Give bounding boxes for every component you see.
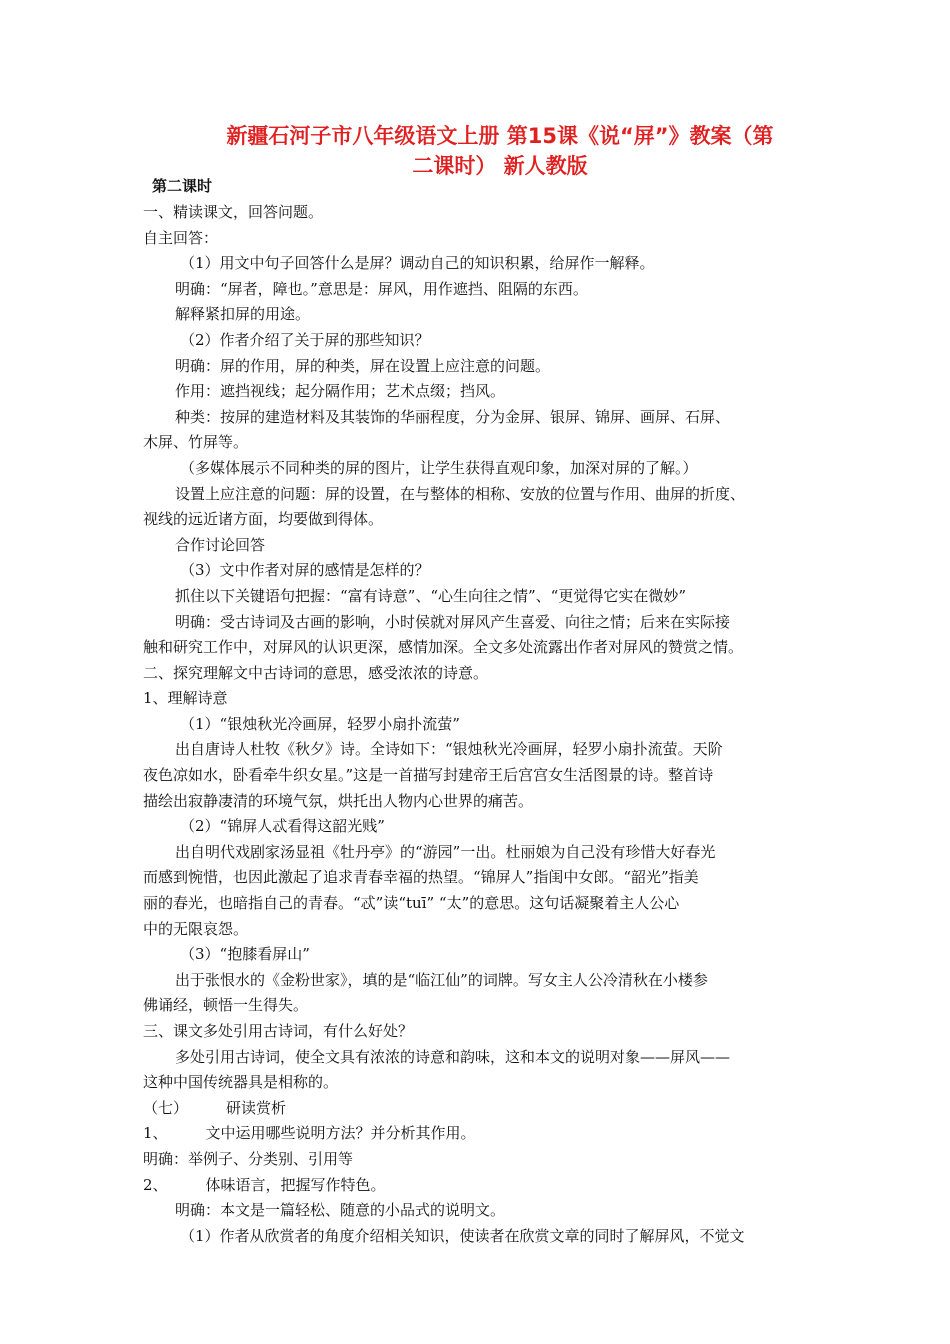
- text-line-main: 明确：受古诗词及古画的影响，小时侯就对屏风产生喜爱、向往之情；后来在实际接: [175, 612, 731, 631]
- text-line-tail: 研读赏析: [226, 1098, 287, 1117]
- text-line-main: 视线的远近诸方面，均要做到得体。: [143, 510, 384, 529]
- text-line-main: 出自明代戏剧家汤显祖《牡丹亭》的“游园”一出。杜丽娘为自己没有珍惜大好春光: [175, 842, 716, 861]
- text-line-main: 三、课文多处引用古诗词，有什么好处？: [143, 1022, 414, 1040]
- text-line-main: 明确：举例子、分类别、引用等: [143, 1149, 354, 1168]
- text-line: [143, 354, 809, 380]
- text-line-main: 夜色凉如水，卧看牵牛织女星。”这是一首描写封建帝王后宫宫女生活图景的诗。整首诗: [143, 766, 714, 785]
- text-line-main: （多媒体展示不同种类的屏的图片，让学生获得直观印象，加深对屏的了解。）: [180, 458, 698, 477]
- text-line-main: 一、精读课文，回答问题。: [143, 203, 324, 221]
- text-line-main: 合作讨论回答: [175, 535, 266, 554]
- text-line: [143, 1147, 809, 1173]
- text-line: [143, 865, 809, 891]
- text-line-main: 设置上应注意的问题：屏的设置，在与整体的相称、安放的位置与作用、曲屏的折度、: [175, 484, 746, 503]
- text-line-main: 1、理解诗意: [143, 689, 228, 708]
- text-line: [143, 533, 809, 559]
- text-line-main: （七）: [143, 1098, 189, 1117]
- text-line-main: （3）“抱膝看屏山”: [180, 945, 310, 964]
- text-line-main: （1）“银烛秋光冷画屏，轻罗小扇扑流萤”: [180, 714, 460, 733]
- text-line: [143, 993, 809, 1019]
- text-line: [143, 763, 809, 789]
- text-line-main: 明确：“屏者，障也。”意思是：屏风，用作遮挡、阻隔的东西。: [175, 279, 588, 298]
- text-line-main: 这种中国传统器具是相称的。: [143, 1073, 339, 1092]
- text-line-main: 出自唐诗人杜牧《秋夕》诗。全诗如下：“银烛秋光冷画屏，轻罗小扇扑流萤。天阶: [175, 740, 723, 759]
- document-body: [143, 200, 809, 1249]
- text-line: [143, 1096, 809, 1122]
- text-line-main: 种类：按屏的建造材料及其装饰的华丽程度，分为金屏、银屏、锦屏、画屏、石屏、: [175, 407, 731, 426]
- text-line: [143, 737, 809, 763]
- text-line: [143, 1070, 809, 1096]
- text-line-tail: 体味语言，把握写作特色。: [205, 1175, 386, 1194]
- text-line: [143, 635, 809, 661]
- text-line: [143, 584, 809, 610]
- text-line: [143, 456, 809, 482]
- text-line: [143, 1019, 809, 1045]
- text-line: [143, 686, 809, 712]
- text-line: [143, 251, 809, 277]
- text-line: [143, 1045, 809, 1071]
- text-line-main: （2）作者介绍了关于屏的那些知识？: [180, 330, 430, 349]
- text-line-main: 明确：屏的作用，屏的种类，屏在设置上应注意的问题。: [175, 356, 551, 375]
- text-line-main: 描绘出寂静凄清的环境气氛，烘托出人物内心世界的痛苦。: [143, 791, 534, 810]
- text-line: [143, 277, 809, 303]
- text-line-main: 木屏、竹屏等。: [143, 433, 249, 452]
- text-line-main: 二、探究理解文中古诗词的意思，感受浓浓的诗意。: [143, 663, 489, 682]
- text-line: [143, 430, 809, 456]
- text-line: [143, 200, 809, 226]
- text-line: [143, 789, 809, 815]
- text-line: [143, 942, 809, 968]
- text-line: [143, 917, 809, 943]
- text-line-main: 佛诵经，顿悟一生得失。: [143, 996, 309, 1015]
- text-line: [143, 1121, 809, 1147]
- text-line-main: 而感到惋惜，也因此激起了追求青春幸福的热望。“锦屏人”指闺中女郎。“韶光”指美: [143, 868, 699, 887]
- text-line-main: 明确：本文是一篇轻松、随意的小品式的说明文。: [175, 1201, 506, 1220]
- text-line-main: 自主回答：: [143, 228, 219, 247]
- document-title: [140, 121, 860, 181]
- text-line-main: 丽的春光，也暗指自己的青春。“忒”读“tuī” “太”的意思。这句话凝聚着主人公心: [143, 894, 680, 913]
- text-line: [143, 840, 809, 866]
- text-line-main: 1、: [143, 1124, 168, 1143]
- text-line-main: 中的无限哀怨。: [143, 919, 249, 938]
- text-line: [143, 507, 809, 533]
- text-line: [143, 1224, 809, 1250]
- text-line-main: （1）作者从欣赏者的角度介绍相关知识，使读者在欣赏文章的同时了解屏风，不觉文: [180, 1226, 745, 1245]
- text-line-main: 触和研究工作中，对屏风的认识更深，感情加深。全文多处流露出作者对屏风的赞赏之情。: [143, 638, 744, 657]
- text-line: [143, 226, 809, 252]
- text-line: [143, 968, 809, 994]
- title-line-1: 新疆石河子市八年级语文上册 第15课《说“屏”》教案（第: [226, 124, 774, 148]
- text-line: [143, 405, 809, 431]
- text-line-main: 2、: [143, 1175, 168, 1194]
- text-line-main: 多处引用古诗词，使全文具有浓浓的诗意和韵味，这和本文的说明对象——屏风——: [175, 1047, 731, 1066]
- text-line-main: 解释紧扣屏的用途。: [175, 305, 311, 324]
- text-line-main: （1）用文中句子回答什么是屏？调动自己的知识积累，给屏作一解释。: [180, 254, 655, 273]
- text-line: [143, 558, 809, 584]
- text-line: [143, 302, 809, 328]
- text-line-main: （2）“锦屏人忒看得这韶光贱”: [180, 817, 385, 836]
- text-line-tail: 文中运用哪些说明方法？并分析其作用。: [205, 1124, 476, 1143]
- text-line: [143, 814, 809, 840]
- text-line: [143, 482, 809, 508]
- text-line: [143, 1198, 809, 1224]
- text-line: [143, 610, 809, 636]
- text-line-main: 抓住以下关键语句把握：“富有诗意”、“心生向往之情”、“更觉得它实在微妙”: [175, 586, 687, 605]
- text-line: [143, 661, 809, 687]
- text-line-main: 出于张恨水的《金粉世家》，填的是“临江仙”的词牌。写女主人公冷清秋在小楼参: [175, 970, 708, 989]
- text-line: [143, 891, 809, 917]
- text-line-main: 作用：遮挡视线；起分隔作用；艺术点缀；挡风。: [175, 382, 506, 401]
- section-heading: 第二课时: [152, 177, 213, 195]
- text-line: [143, 1173, 809, 1199]
- text-line: [143, 379, 809, 405]
- text-line: [143, 712, 809, 738]
- text-line: [143, 328, 809, 354]
- text-line-main: （3）文中作者对屏的感情是怎样的？: [180, 561, 430, 580]
- title-line-2: 二课时） 新人教版: [412, 154, 588, 178]
